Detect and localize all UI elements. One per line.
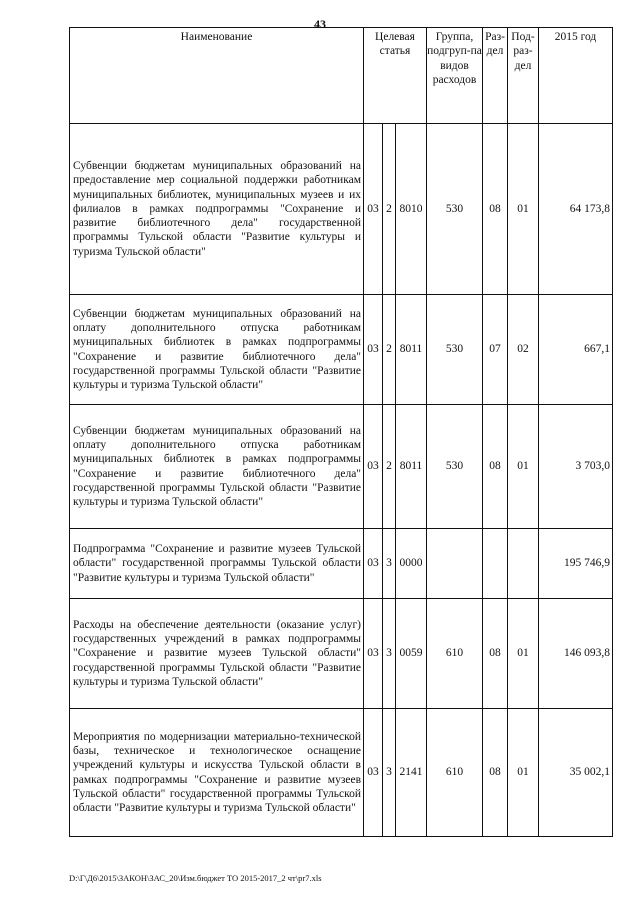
target-article-part1-cell: 03 — [364, 405, 383, 529]
amount-2015-cell: 195 746,9 — [539, 529, 613, 599]
podrazdel-cell: 02 — [508, 295, 539, 405]
target-article-part1-cell: 03 — [364, 709, 383, 837]
target-article-part2-cell: 2 — [383, 295, 396, 405]
target-article-part3-cell: 0059 — [396, 599, 427, 709]
expense-group-cell: 610 — [427, 709, 483, 837]
row-name-cell: Подпрограмма "Сохранение и развитие музеев Тульской области" государственной программы Тульской области "Развитие культуры и туризма Тульской области" — [70, 529, 364, 599]
table-row — [70, 709, 613, 837]
header-target-article: Целевая статья — [364, 28, 427, 124]
target-article-part3-cell: 8010 — [396, 124, 427, 295]
row-name-cell: Мероприятия по модернизации материально-технической базы, техническое и технологическое оснащение учреждений культуры и искусства Тульской области в рамках подпрограммы "Сохранение и развитие музеев Тульской области" государственной программы Тульской области "Развитие культуры и туризма Тульской области" — [70, 709, 364, 837]
table-body — [70, 124, 613, 837]
expense-group-cell: 530 — [427, 124, 483, 295]
amount-2015-cell: 64 173,8 — [539, 124, 613, 295]
target-article-part1-cell: 03 — [364, 529, 383, 599]
page-number: 43 — [314, 17, 326, 31]
target-article-part3-cell: 0000 — [396, 529, 427, 599]
table-row — [70, 295, 613, 405]
amount-2015-cell: 3 703,0 — [539, 405, 613, 529]
target-article-part1-cell: 03 — [364, 599, 383, 709]
razdel-cell: 08 — [483, 124, 508, 295]
header-expense-group: Группа, подгруп-па видов расходов — [427, 28, 483, 124]
expense-group-cell: 610 — [427, 599, 483, 709]
target-article-part3-cell: 2141 — [396, 709, 427, 837]
podrazdel-cell: 01 — [508, 124, 539, 295]
podrazdel-cell: 01 — [508, 599, 539, 709]
target-article-part3-cell: 8011 — [396, 405, 427, 529]
amount-2015-cell: 667,1 — [539, 295, 613, 405]
expense-group-cell: 530 — [427, 405, 483, 529]
header-year: 2015 год — [539, 28, 613, 124]
file-path-footer: D:\Г\Д6\2015\ЗАКОН\ЗАС_20\Изм.бюджет ТО 2015-2017_2 чт\pr7.xls — [69, 873, 322, 883]
razdel-cell: 07 — [483, 295, 508, 405]
table-row — [70, 124, 613, 295]
target-article-part2-cell: 3 — [383, 529, 396, 599]
razdel-cell: 08 — [483, 599, 508, 709]
razdel-cell: 08 — [483, 405, 508, 529]
row-name-cell: Субвенции бюджетам муниципальных образований на предоставление мер социальной поддержки работникам муниципальных библиотек, муниципальных музеев и их филиалов в рамках подпрограммы "Сохранение и развитие библиотечного дела" государственной программы Тульской области "Развитие культуры и туризма Тульской области" — [70, 124, 364, 295]
target-article-part1-cell: 03 — [364, 124, 383, 295]
header-name: Наименование — [70, 28, 364, 124]
target-article-part2-cell: 3 — [383, 599, 396, 709]
target-article-part2-cell: 3 — [383, 709, 396, 837]
amount-2015-cell: 146 093,8 — [539, 599, 613, 709]
target-article-part3-cell: 8011 — [396, 295, 427, 405]
row-name-cell: Субвенции бюджетам муниципальных образований на оплату дополнительного отпуска работникам муниципальных библиотек в рамках подпрограммы "Сохранение и развитие библиотечного дела" государственной программы Тульской области "Развитие культуры и туризма Тульской области" — [70, 405, 364, 529]
table-row — [70, 529, 613, 599]
table-header-row — [70, 28, 613, 124]
razdel-cell — [483, 529, 508, 599]
target-article-part2-cell: 2 — [383, 124, 396, 295]
razdel-cell: 08 — [483, 709, 508, 837]
expense-group-cell: 530 — [427, 295, 483, 405]
target-article-part1-cell: 03 — [364, 295, 383, 405]
header-razdel: Раз-дел — [483, 28, 508, 124]
table-row — [70, 405, 613, 529]
amount-2015-cell: 35 002,1 — [539, 709, 613, 837]
header-podrazdel: Под-раз-дел — [508, 28, 539, 124]
expense-group-cell — [427, 529, 483, 599]
target-article-part2-cell: 2 — [383, 405, 396, 529]
budget-table — [69, 27, 613, 837]
podrazdel-cell: 01 — [508, 405, 539, 529]
table-row — [70, 599, 613, 709]
row-name-cell: Расходы на обеспечение деятельности (оказание услуг) государственных учреждений в рамках подпрограммы "Сохранение и развитие музеев Тульской области" государственной программы Тульской области "Развитие культуры и туризма Тульской области" — [70, 599, 364, 709]
podrazdel-cell — [508, 529, 539, 599]
row-name-cell: Субвенции бюджетам муниципальных образований на оплату дополнительного отпуска работникам муниципальных библиотек в рамках подпрограммы "Сохранение и развитие библиотечного дела" государственной программы Тульской области "Развитие культуры и туризма Тульской области" — [70, 295, 364, 405]
podrazdel-cell: 01 — [508, 709, 539, 837]
